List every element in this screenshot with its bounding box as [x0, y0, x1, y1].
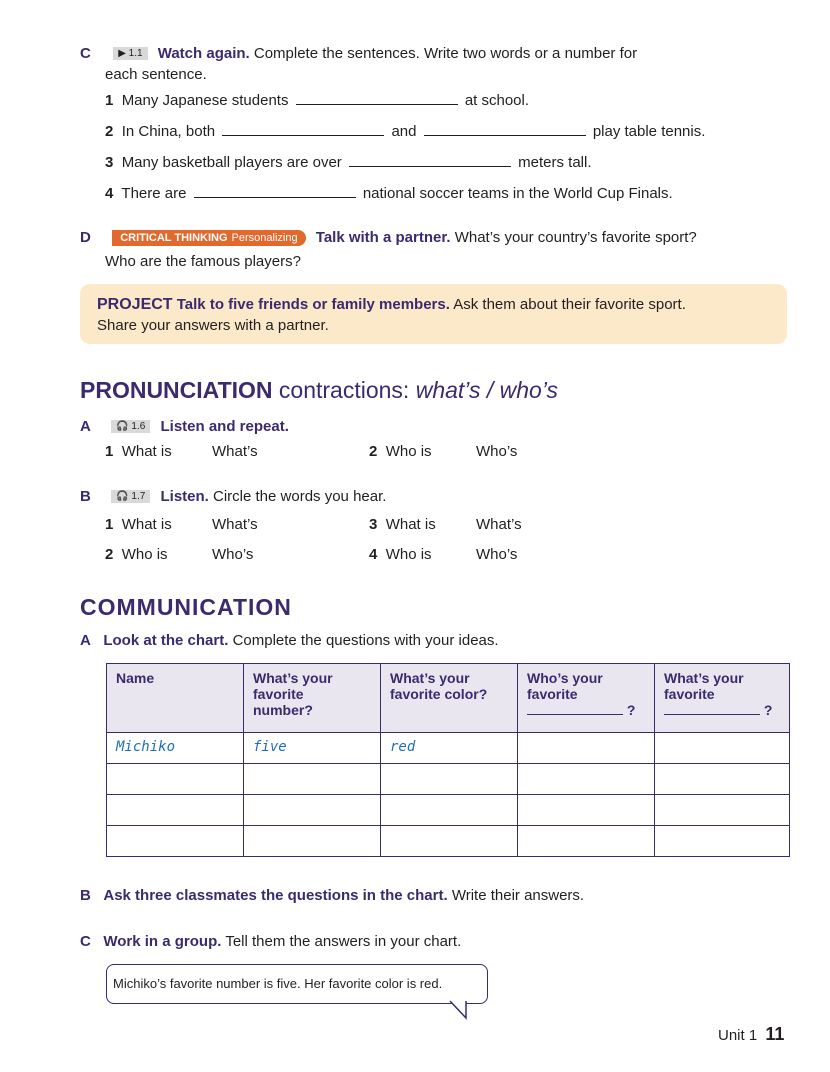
- full-form[interactable]: What is: [121, 516, 172, 533]
- answer-blank[interactable]: [296, 91, 458, 105]
- audio-track: 1.7: [131, 491, 146, 502]
- question-mark: ?: [626, 702, 636, 718]
- table-cell[interactable]: red: [381, 733, 518, 764]
- item-text: and: [391, 123, 417, 140]
- table-cell[interactable]: [655, 826, 790, 857]
- project-text-continued: Share your answers with a partner.: [97, 317, 329, 334]
- header-text: What’s your: [253, 670, 333, 686]
- project-label: PROJECT: [97, 296, 173, 313]
- contraction[interactable]: What’s: [476, 516, 522, 533]
- instruction-bold: Work in a group.: [103, 933, 222, 950]
- section-letter: A: [80, 418, 91, 435]
- table-cell[interactable]: [518, 733, 655, 764]
- answer-blank[interactable]: [349, 153, 511, 167]
- header-cell: [381, 664, 518, 733]
- header-cell: [518, 664, 655, 733]
- pron-item: [105, 546, 168, 563]
- item-text: Many Japanese students: [121, 92, 289, 109]
- section-letter: B: [80, 488, 91, 505]
- item-number: 2: [369, 443, 378, 460]
- exercise-item: [105, 153, 592, 171]
- headphones-icon[interactable]: 🎧 1.6: [111, 420, 150, 433]
- page-number: 11: [765, 1024, 785, 1044]
- communication-heading: COMMUNICATION: [80, 594, 292, 620]
- section-letter: D: [80, 229, 91, 246]
- table-row: [107, 764, 790, 795]
- instruction-text: Write their answers.: [451, 887, 585, 904]
- instruction-bold: Listen.: [160, 488, 209, 505]
- pron-b-instruction: [80, 488, 386, 505]
- instruction-text: Circle the words you hear.: [213, 488, 387, 505]
- table-cell[interactable]: [244, 795, 381, 826]
- section-c-instruction: [80, 45, 637, 62]
- table-cell[interactable]: [244, 764, 381, 795]
- full-form[interactable]: What is: [385, 516, 436, 533]
- pronunciation-heading: [80, 377, 558, 404]
- pron-item: [105, 516, 172, 533]
- instruction-text-continued: Who are the famous players?: [105, 253, 301, 270]
- item-text: Many basketball players are over: [121, 154, 342, 171]
- header-text: favorite: [527, 686, 578, 702]
- exercise-item: [105, 91, 529, 109]
- table-cell[interactable]: Michiko: [107, 733, 244, 764]
- full-form: What is: [121, 443, 172, 460]
- table-cell[interactable]: [518, 826, 655, 857]
- item-number: 1: [105, 443, 114, 460]
- item-number: 2: [105, 123, 114, 140]
- section-letter: A: [80, 632, 91, 649]
- contraction: Who’s: [476, 443, 518, 460]
- video-icon[interactable]: ▶ 1.1: [113, 47, 147, 60]
- pron-item: [369, 546, 432, 563]
- survey-chart: [106, 663, 790, 857]
- header-text: favorite color?: [390, 686, 488, 702]
- item-number: 4: [369, 546, 378, 563]
- contraction[interactable]: Who’s: [212, 546, 254, 563]
- project-text: Ask them about their favorite sport.: [453, 296, 686, 313]
- full-form[interactable]: Who is: [121, 546, 168, 563]
- pron-item: [369, 443, 432, 460]
- section-letter: B: [80, 887, 91, 904]
- table-row: [107, 733, 790, 764]
- table-cell[interactable]: [244, 826, 381, 857]
- answer-blank[interactable]: [222, 122, 384, 136]
- pron-item: [369, 516, 436, 533]
- item-number: 3: [105, 154, 114, 171]
- answer-blank[interactable]: [194, 184, 356, 198]
- table-cell[interactable]: [518, 764, 655, 795]
- speech-bubble-text: Michiko’s favorite number is five. Her favorite color is red.: [113, 976, 443, 991]
- instruction-text-continued: each sentence.: [105, 66, 207, 83]
- project-box: [80, 284, 787, 344]
- project-line: [97, 296, 686, 314]
- header-text: number?: [253, 702, 313, 718]
- item-text: at school.: [464, 92, 530, 109]
- item-text: national soccer teams in the World Cup Finals.: [362, 185, 673, 202]
- table-row: [107, 826, 790, 857]
- instruction-text: Complete the sentences. Write two words or a number for: [253, 45, 638, 62]
- table-cell[interactable]: [381, 826, 518, 857]
- header-cell: [655, 664, 790, 733]
- table-cell[interactable]: [518, 795, 655, 826]
- table-cell[interactable]: [107, 764, 244, 795]
- item-text: In China, both: [121, 123, 216, 140]
- question-blank[interactable]: [527, 702, 623, 715]
- heading-subtitle-italic: what’s / who’s: [415, 377, 559, 403]
- critical-thinking-tag: [112, 230, 305, 246]
- header-text: Who’s your: [527, 670, 603, 686]
- item-number: 4: [105, 185, 114, 202]
- comm-b-instruction: [80, 887, 584, 904]
- full-form: Who is: [385, 443, 432, 460]
- header-text: favorite: [253, 686, 304, 702]
- section-d-instruction: [80, 229, 697, 246]
- chart-header-row: [107, 664, 790, 733]
- item-number: 3: [369, 516, 378, 533]
- header-cell: [244, 664, 381, 733]
- tag-sub: Personalizing: [231, 232, 298, 244]
- table-cell[interactable]: [381, 795, 518, 826]
- table-cell[interactable]: [655, 764, 790, 795]
- tag-main: CRITICAL THINKING: [120, 232, 228, 244]
- section-letter: C: [80, 933, 91, 950]
- unit-label: Unit 1: [718, 1027, 758, 1044]
- comm-c-instruction: [80, 933, 461, 950]
- contraction[interactable]: Who’s: [476, 546, 518, 563]
- headphones-icon[interactable]: 🎧 1.7: [111, 490, 150, 503]
- item-number: 2: [105, 546, 114, 563]
- header-text: What’s your: [390, 670, 470, 686]
- pron-item: [105, 443, 172, 460]
- table-cell[interactable]: [655, 795, 790, 826]
- table-cell[interactable]: five: [244, 733, 381, 764]
- comm-a-instruction: [80, 632, 499, 649]
- instruction-text: Complete the questions with your ideas.: [232, 632, 499, 649]
- speech-bubble-tail: [448, 1000, 470, 1020]
- instruction-text: Tell them the answers in your chart.: [225, 933, 462, 950]
- item-text: play table tennis.: [592, 123, 706, 140]
- question-blank[interactable]: [664, 702, 760, 715]
- instruction-bold: Ask three classmates the questions in the chart.: [103, 887, 448, 904]
- instruction-bold: Look at the chart.: [103, 632, 229, 649]
- instruction-text: What’s your country’s favorite sport?: [454, 229, 697, 246]
- instruction-bold: Listen and repeat.: [160, 418, 289, 435]
- table-cell[interactable]: [107, 826, 244, 857]
- table-cell[interactable]: [107, 795, 244, 826]
- table-row: [107, 795, 790, 826]
- full-form[interactable]: Who is: [385, 546, 432, 563]
- exercise-item: [105, 184, 673, 202]
- pron-a-instruction: [80, 418, 289, 435]
- item-text: meters tall.: [518, 154, 592, 171]
- header-text: favorite: [664, 686, 715, 702]
- header-text: Name: [116, 670, 155, 686]
- header-cell: [107, 664, 244, 733]
- instruction-bold: Talk with a partner.: [315, 229, 451, 246]
- heading-subtitle: contractions:: [278, 377, 410, 403]
- contraction[interactable]: What’s: [212, 516, 258, 533]
- header-text: What’s your: [664, 670, 744, 686]
- answer-blank[interactable]: [424, 122, 586, 136]
- question-mark: ?: [763, 702, 773, 718]
- item-text: There are: [121, 185, 187, 202]
- instruction-bold: Watch again.: [157, 45, 250, 62]
- item-number: 1: [105, 516, 114, 533]
- section-letter: C: [80, 45, 91, 62]
- contraction: What’s: [212, 443, 258, 460]
- table-cell[interactable]: [655, 733, 790, 764]
- item-number: 1: [105, 92, 114, 109]
- table-cell[interactable]: [381, 764, 518, 795]
- project-bold: Talk to five friends or family members.: [176, 296, 450, 313]
- heading-title: PRONUNCIATION: [80, 377, 273, 403]
- exercise-item: [105, 122, 705, 140]
- page-footer: [718, 1024, 784, 1045]
- audio-track: 1.6: [131, 421, 146, 432]
